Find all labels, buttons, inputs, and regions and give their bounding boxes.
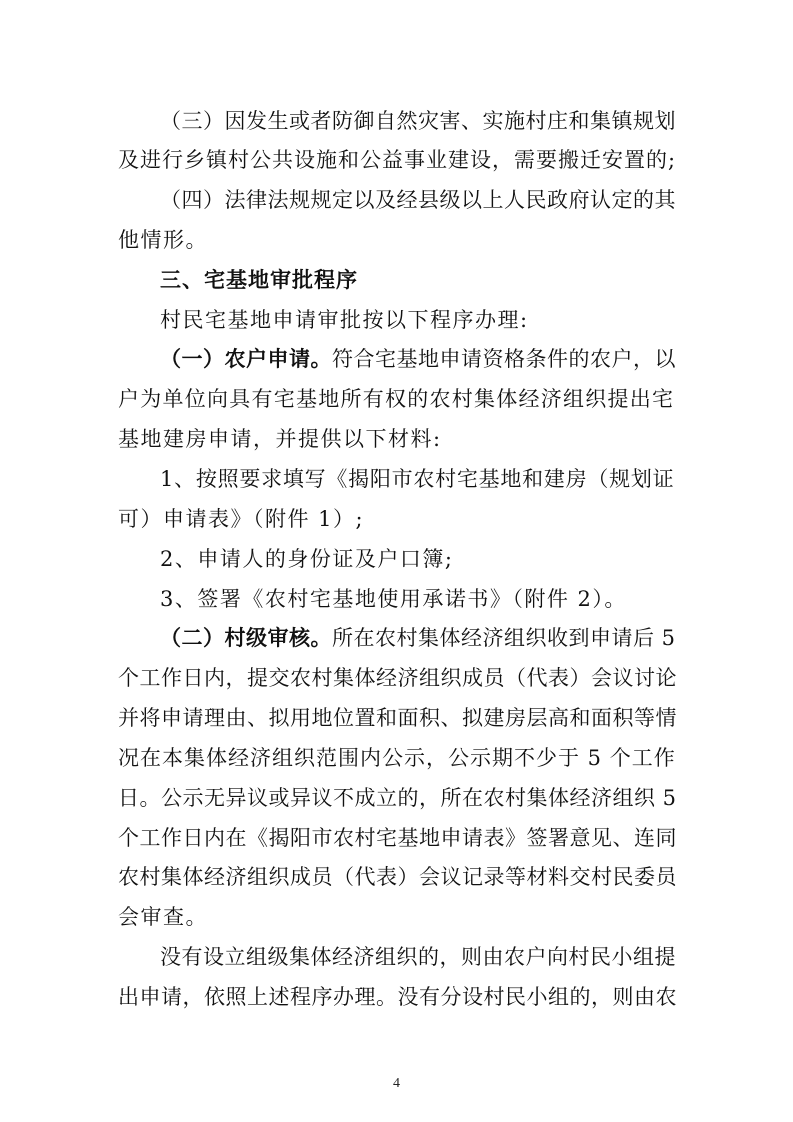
list-item: 2、申请人的身份证及户口簿;	[160, 547, 454, 571]
paragraph-line: 村民宅基地申请审批按以下程序办理:	[160, 308, 529, 332]
paragraph-line: 会审查。	[118, 905, 208, 929]
paragraph-line: 没有设立组级集体经济组织的，则由农户向村民小组提	[160, 945, 676, 969]
paragraph-line: 农村集体经济组织成员（代表）会议记录等材料交村民委员	[118, 865, 677, 889]
paragraph-line: （四）法律法规规定以及经县级以上人民政府认定的其	[160, 188, 676, 212]
list-item: 1、按照要求填写《揭阳市农村宅基地和建房（规划证	[160, 467, 675, 491]
paragraph-line: 个工作日内，提交农村集体经济组织成员（代表）会议讨论	[118, 666, 677, 690]
section-heading: 三、宅基地审批程序	[160, 268, 358, 292]
paragraph-line: 并将申请理由、拟用地位置和面积、拟建房层高和面积等情	[118, 706, 677, 730]
paragraph-line	[160, 624, 678, 652]
paragraph-line: （三）因发生或者防御自然灾害、实施村庄和集镇规划	[160, 109, 676, 133]
paragraph-line: 他情形。	[118, 228, 208, 252]
paragraph-line: 个工作日内在《揭阳市农村宅基地申请表》签署意见、连同	[118, 826, 677, 850]
paragraph-line: 日。公示无异议或异议不成立的，所在农村集体经济组织 5	[118, 786, 677, 810]
paragraph-text: 所在农村集体经济组织收到申请后 5	[332, 626, 676, 650]
subsection-lead: （二）村级审核。	[160, 626, 332, 650]
paragraph-line: 基地建房申请，并提供以下材料:	[118, 427, 442, 451]
paragraph-line: 出申请，依照上述程序办理。没有分设村民小组的，则由农	[118, 985, 677, 1009]
paragraph-text: 符合宅基地申请资格条件的农户，以	[332, 347, 676, 371]
paragraph-line: 户为单位向具有宅基地所有权的农村集体经济组织提出宅	[118, 387, 675, 411]
subsection-lead: （一）农户申请。	[160, 347, 332, 371]
paragraph-line: 及进行乡镇村公共设施和公益事业建设，需要搬迁安置的;	[118, 148, 677, 172]
paragraph-line: 况在本集体经济组织范围内公示，公示期不少于 5 个工作	[118, 746, 676, 770]
list-item-continuation: 可）申请表》（附件 1）;	[118, 507, 365, 531]
page-number: 4	[393, 1076, 400, 1091]
paragraph-line	[160, 345, 678, 373]
list-item: 3、签署《农村宅基地使用承诺书》（附件 2）。	[160, 587, 627, 611]
